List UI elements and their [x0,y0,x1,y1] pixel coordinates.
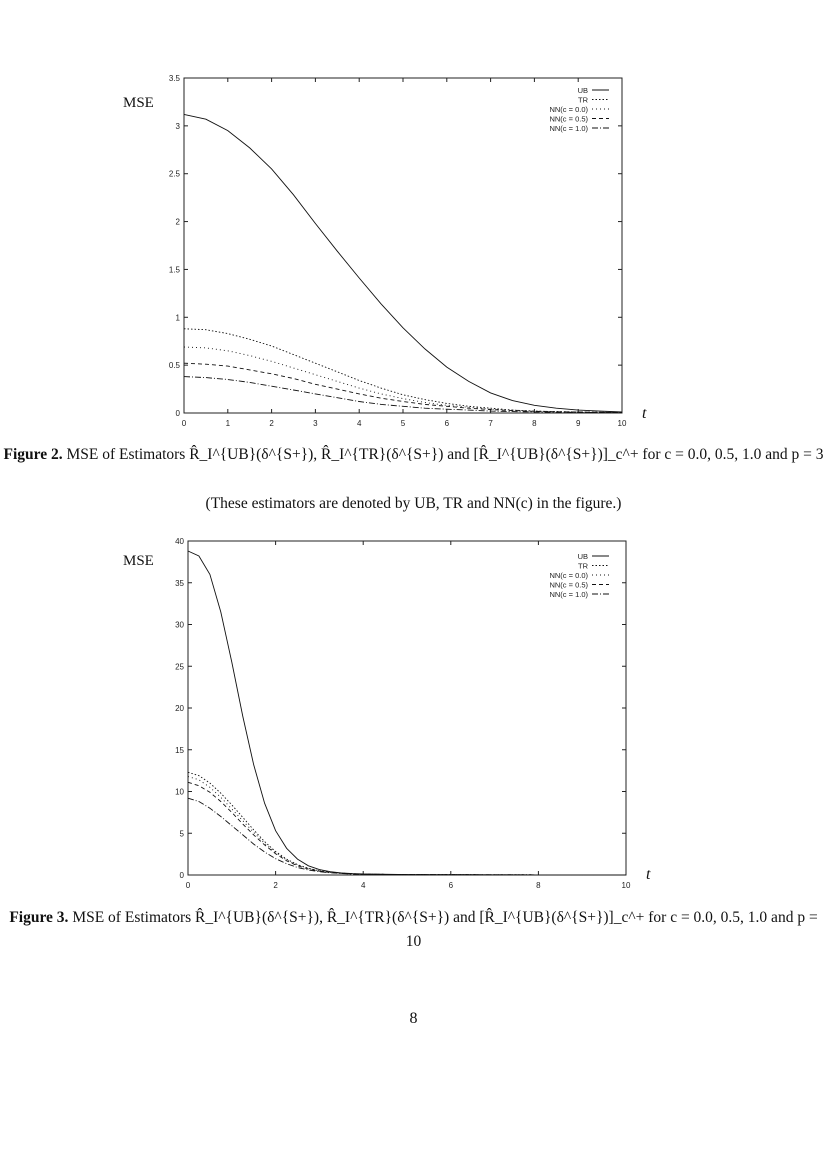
x-tick-label: 4 [356,419,362,428]
y-tick-label: 3.5 [168,74,180,83]
y-tick-label: 0 [179,871,184,880]
x-axis-label: t [642,405,647,422]
y-axis-label: MSE [123,553,154,569]
figure-2-caption-note: (These estimators are denoted by UB, TR and NN(c) in the figure.) [205,495,622,512]
x-tick-label: 3 [313,419,318,428]
series-line-nn-c-1-0 [188,798,626,875]
y-axis-label: MSE [123,95,154,111]
legend-label: NN(c = 0.0) [549,571,588,580]
y-tick-label: 40 [175,537,184,546]
y-tick-label: 35 [175,578,184,588]
x-tick-label: 5 [400,419,406,428]
legend-label: NN(c = 0.5) [549,580,588,590]
x-tick-label: 2 [273,881,278,890]
x-axis-label: t [646,866,651,883]
x-tick-label: 6 [444,419,450,428]
legend-label: NN(c = 1.0) [549,124,588,133]
series-line-nn-c-0-5 [188,782,626,875]
legend-label: NN(c = 0.0) [549,105,588,114]
y-tick-label: 3 [175,121,180,131]
legend-label: NN(c = 1.0) [549,590,588,599]
x-tick-label: 2 [269,419,274,428]
legend-label: NN(c = 0.5) [549,114,588,124]
y-tick-label: 0.5 [168,361,180,371]
y-tick-label: 2 [175,217,180,227]
figure-2-caption-label: Figure 2. [3,446,63,463]
y-tick-label: 0 [175,409,180,418]
figure-2-caption-text: MSE of Estimators R̂_I^{UB}(δ^{S+}), R̂_I^{TR}(δ^{S+}) and [R̂_I^{UB}(δ^{S+})]_c^+ for c = 0.0, 0.5, 1.0 and p = 3 [66,446,824,463]
y-tick-label: 25 [175,662,184,672]
x-tick-label: 8 [532,419,537,428]
x-tick-label: 8 [536,881,541,890]
y-tick-label: 5 [179,829,184,839]
x-tick-label: 10 [617,419,627,428]
y-tick-label: 30 [175,620,184,630]
legend-label: UB [577,86,588,95]
x-tick-label: 1 [225,419,231,428]
legend-label: TR [578,95,588,105]
y-tick-label: 10 [175,787,184,797]
y-tick-label: 2.5 [168,169,180,179]
y-tick-label: 1.5 [168,265,180,275]
y-tick-label: 15 [175,745,184,755]
y-tick-label: 20 [175,704,184,713]
figure-3-caption [0,906,827,954]
x-tick-label: 0 [185,881,191,890]
series-line-tr [188,772,626,875]
legend-label: TR [578,561,588,571]
page-number: 8 [409,1010,418,1027]
y-tick-label: 1 [175,313,180,323]
figure-3-caption-label: Figure 3. [9,909,69,926]
series-line-nn-c-0-0 [188,777,626,875]
x-tick-label: 4 [360,881,366,890]
x-tick-label: 9 [575,419,581,428]
x-tick-label: 10 [621,881,631,890]
x-tick-label: 6 [448,881,454,890]
x-tick-label: 0 [181,419,187,428]
legend-label: UB [577,552,588,561]
x-tick-label: 7 [488,419,493,428]
series-line-ub [188,551,626,875]
figure-3-caption-text: MSE of Estimators R̂_I^{UB}(δ^{S+}), R̂_I^{TR}(δ^{S+}) and [R̂_I^{UB}(δ^{S+})]_c^+ for c = 0.0, 0.5, 1.0 and p = 10 [72,909,818,950]
